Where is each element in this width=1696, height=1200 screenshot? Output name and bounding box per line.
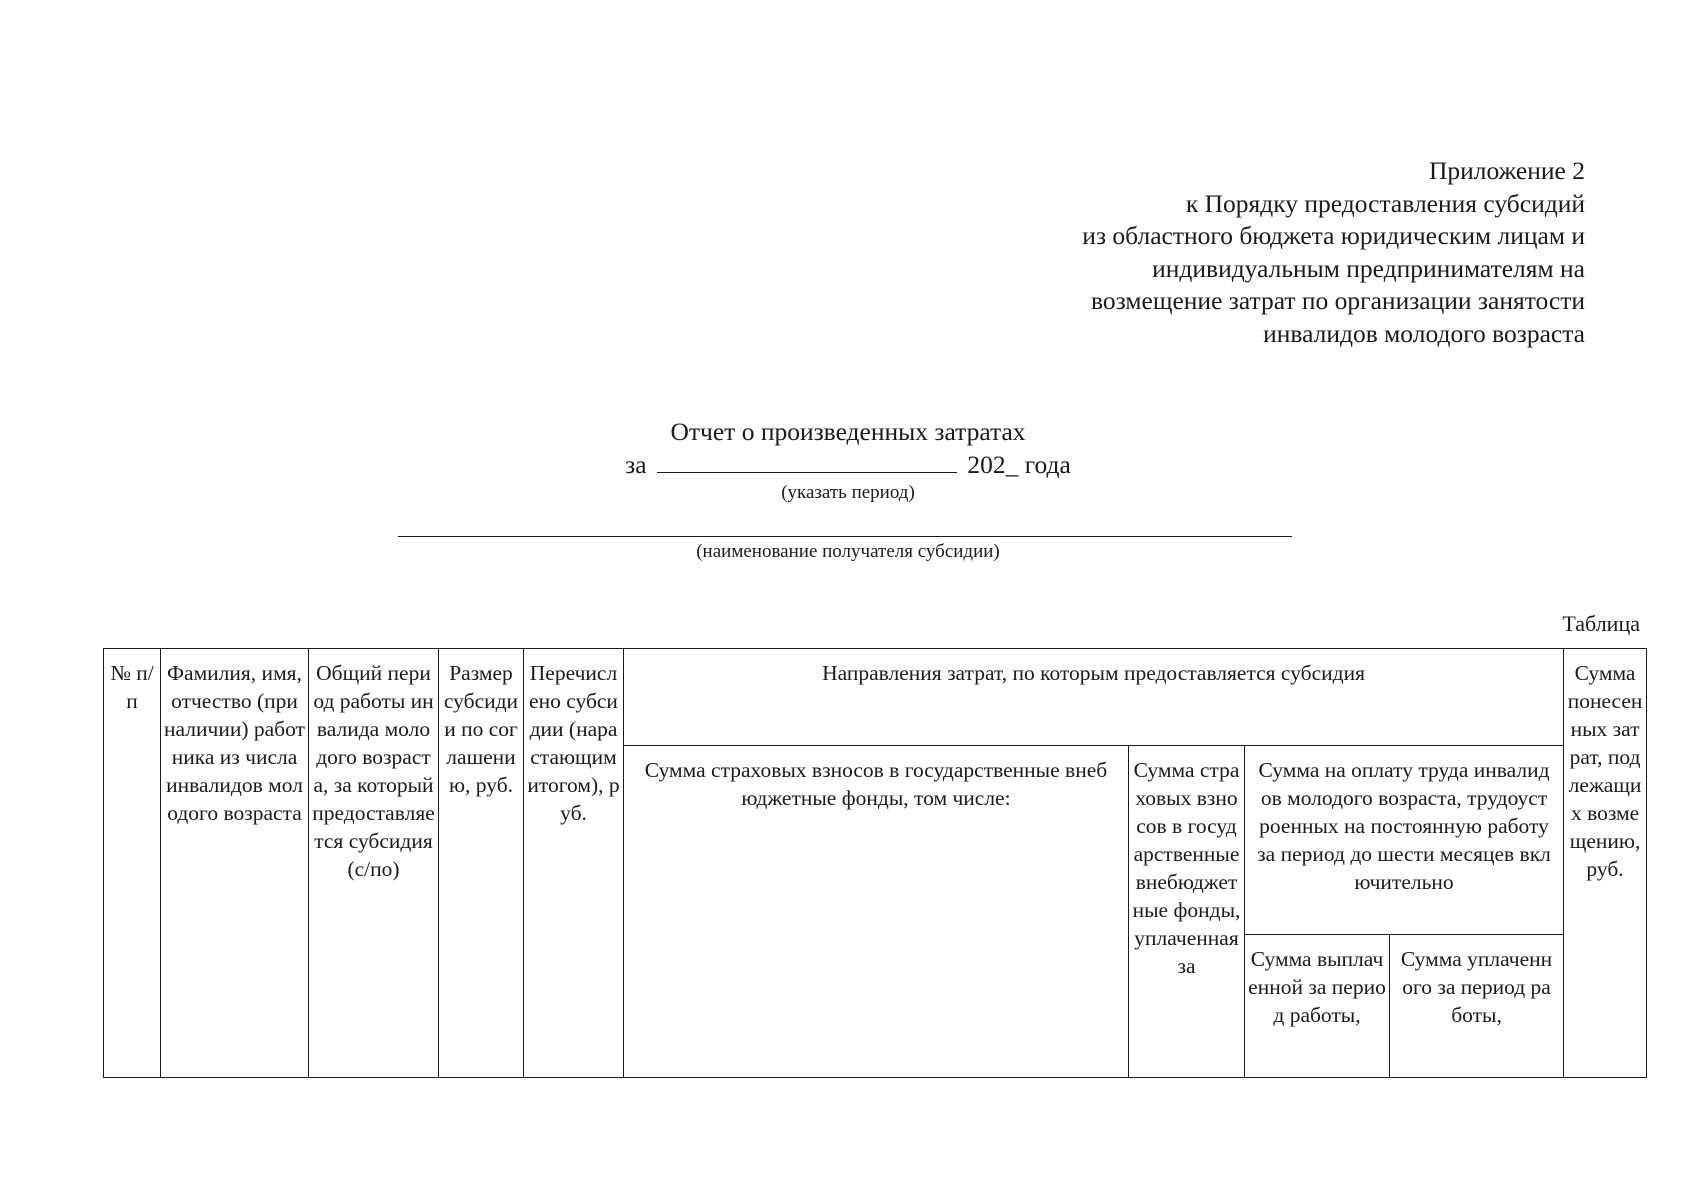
expense-report-table [103, 648, 1647, 1078]
header-insurance-contributions: Сумма страховых взносов в государственные внебюджетные фонды, том числе: [624, 746, 1129, 1078]
appendix-header [1082, 155, 1585, 350]
appendix-line-2: к Порядку предоставления субсидий [1185, 188, 1585, 218]
appendix-line-3: из областного бюджета юридическим лицам и [1082, 221, 1585, 250]
header-subsidy-transferred: Перечислено субсидии (нарастающим итогом), руб. [524, 649, 624, 1078]
report-period-line [0, 448, 1696, 481]
header-insurance-paid: Сумма страховых взносов в государственные внебюджетные фонды, уплаченная за [1129, 746, 1245, 1078]
period-prefix: за [625, 450, 647, 479]
header-row-number: № п/п [104, 649, 161, 1078]
header-employee-name: Фамилия, имя, отчество (при наличии) работника из числа инвалидов молодого возраста [161, 649, 309, 1078]
period-blank-field[interactable] [657, 448, 957, 473]
header-work-period: Общий период работы инвалида молодого возраста, за который предоставляется субсидия (с/по) [309, 649, 439, 1078]
header-subsidy-size: Размер субсидии по соглашению, руб. [439, 649, 524, 1078]
header-total-costs: Сумма понесенных затрат, подлежащих возмещению, руб. [1564, 649, 1647, 1078]
period-suffix: 202_ года [967, 450, 1071, 479]
table-caption: Таблица [1562, 611, 1640, 636]
header-wage-costs: Сумма на оплату труда инвалидов молодого возраста, трудоустроенных на постоянную работу за период до шести месяцев включительно [1245, 746, 1564, 935]
appendix-line-1: Приложение 2 [1429, 156, 1585, 185]
period-hint: (указать период) [781, 482, 915, 503]
appendix-line-6: инвалидов молодого возраста [1263, 318, 1585, 348]
header-wage-tax-paid: Сумма уплаченного за период работы, [1390, 935, 1564, 1078]
recipient-hint: (наименование получателя субсидии) [696, 541, 1000, 562]
report-title: Отчет о произведенных затратах [670, 417, 1026, 446]
appendix-line-4: индивидуальным предпринимателям на [1152, 253, 1585, 283]
header-cost-directions: Направления затрат, по которым предоставляется субсидия [624, 649, 1564, 746]
recipient-blank-field[interactable] [398, 536, 1292, 537]
appendix-line-5: возмещение затрат по организации занятости [1091, 286, 1585, 315]
header-wage-paid: Сумма выплаченной за период работы, [1245, 935, 1390, 1078]
